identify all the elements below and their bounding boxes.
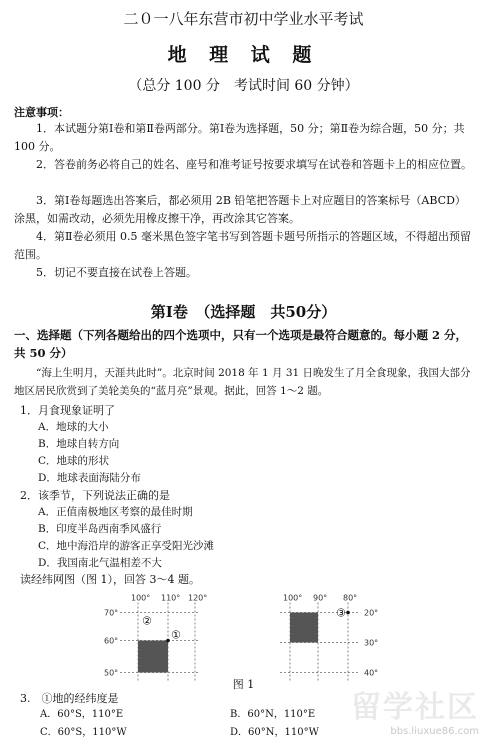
exam-meta: （总分 100 分 考试时间 60 分钟） [128,78,359,94]
left-top-label-2: 110° [161,593,181,603]
reading-passage: “海上生明月，天涯共此时”。北京时间 2018 年 1 月 31 日晚发生了月全食现象，我国大部分地区居民欣赏到了美轮美奂的“蓝月亮”景观。据此，回答 1～2 题。 [14,367,471,397]
point-1-dot [166,639,170,643]
question-3-option-b: B．60°N，110°E [230,709,316,720]
right-top-label-2: 90° [313,593,328,603]
question-2-option-b: B．印度半岛西南季风盛行 [38,523,162,535]
watermark-url: bbs.liuxue86.com [390,726,479,737]
shaded-cell-right [290,613,318,643]
right-side-label-2: 30° [364,638,379,648]
left-side-label-3: 50° [104,668,119,678]
notice-item-1: 1．本试题分第Ⅰ卷和第Ⅱ卷两部分。第Ⅰ卷为选择题，50 分；第Ⅱ卷为综合题，50 分；共 100 分。 [14,122,465,153]
question-2-option-a: A．正值南极地区考察的最佳时期 [38,506,193,518]
question-3-option-c: C．60°S，110°W [40,727,127,738]
question-1-option-b: B．地球自转方向 [38,438,120,450]
notice-heading: 注意事项： [14,106,69,119]
question-1-option-a: A．地球的大小 [38,421,109,433]
point-3-dot [346,611,350,615]
question-2-option-c: C．地中海沿岸的游客正享受阳光沙滩 [38,540,215,552]
question-3-stem: 3. ①地的经纬度是 [20,692,119,705]
notice-item-2: 2．答卷前务必将自己的姓名、座号和准考证号按要求填写在试卷和答题卡上的相应位置。 [36,158,472,171]
figure-caption: 图 1 [232,678,255,691]
section-heading: 一、选择题（下列各题给出的四个选项中，只有一个选项是最符合题意的。每小题 2 分，共 50 分） [14,328,468,360]
right-grid [280,603,360,683]
left-top-label-1: 100° [131,593,151,603]
left-grid [120,603,200,683]
right-top-label-3: 80° [343,593,358,603]
question-2-stem: 2．该季节，下列说法正确的是 [20,489,170,502]
point-1-label: ① [171,628,181,642]
notice-item-5: 5．切记不要直接在试卷上答题。 [36,266,197,279]
part1-title: 第Ⅰ卷 （选择题 共50分） [150,303,337,321]
left-side-label-1: 70° [104,608,119,618]
question-1-option-c: C．地球的形状 [38,455,110,467]
notice-item-4: 4．第Ⅱ卷必须用 0.5 毫米黑色签字笔书写到答题卡题号所指示的答题区域，不得超出预留范围。 [14,230,471,261]
question-3-option-d: D．60°N，110°W [230,727,319,738]
question-2-option-d: D．我国南北气温相差不大 [38,557,162,569]
figure-intro: 读经纬网图（图 1），回答 3～4 题。 [20,573,200,586]
exam-subject-title: 地 理 试 题 [167,44,320,66]
watermark [351,682,479,737]
question-1-stem: 1．月食现象证明了 [20,404,115,417]
question-1-option-d: D．地球表面海陆分布 [38,472,141,484]
notice-item-3: 3．第Ⅰ卷每题选出答案后，都必须用 2B 铅笔把答题卡上对应题目的答案标号（ABCD）涂黑，如需改动，必须先用橡皮擦干净，再改涂其它答案。 [14,194,466,225]
watermark-logo: 留学社区 [351,690,479,725]
point-3-label: ③ [336,606,346,620]
question-3-option-a: A．60°S，110°E [40,709,124,720]
right-top-label-1: 100° [283,593,303,603]
right-side-label-3: 40° [364,668,379,678]
left-top-label-3: 120° [188,593,208,603]
left-side-label-2: 60° [104,636,119,646]
point-2-label: ② [142,614,152,628]
shaded-cell-left [138,641,168,673]
exam-header-title: 二０一八年东营市初中学业水平考试 [123,10,364,28]
right-side-label-1: 20° [364,608,379,618]
